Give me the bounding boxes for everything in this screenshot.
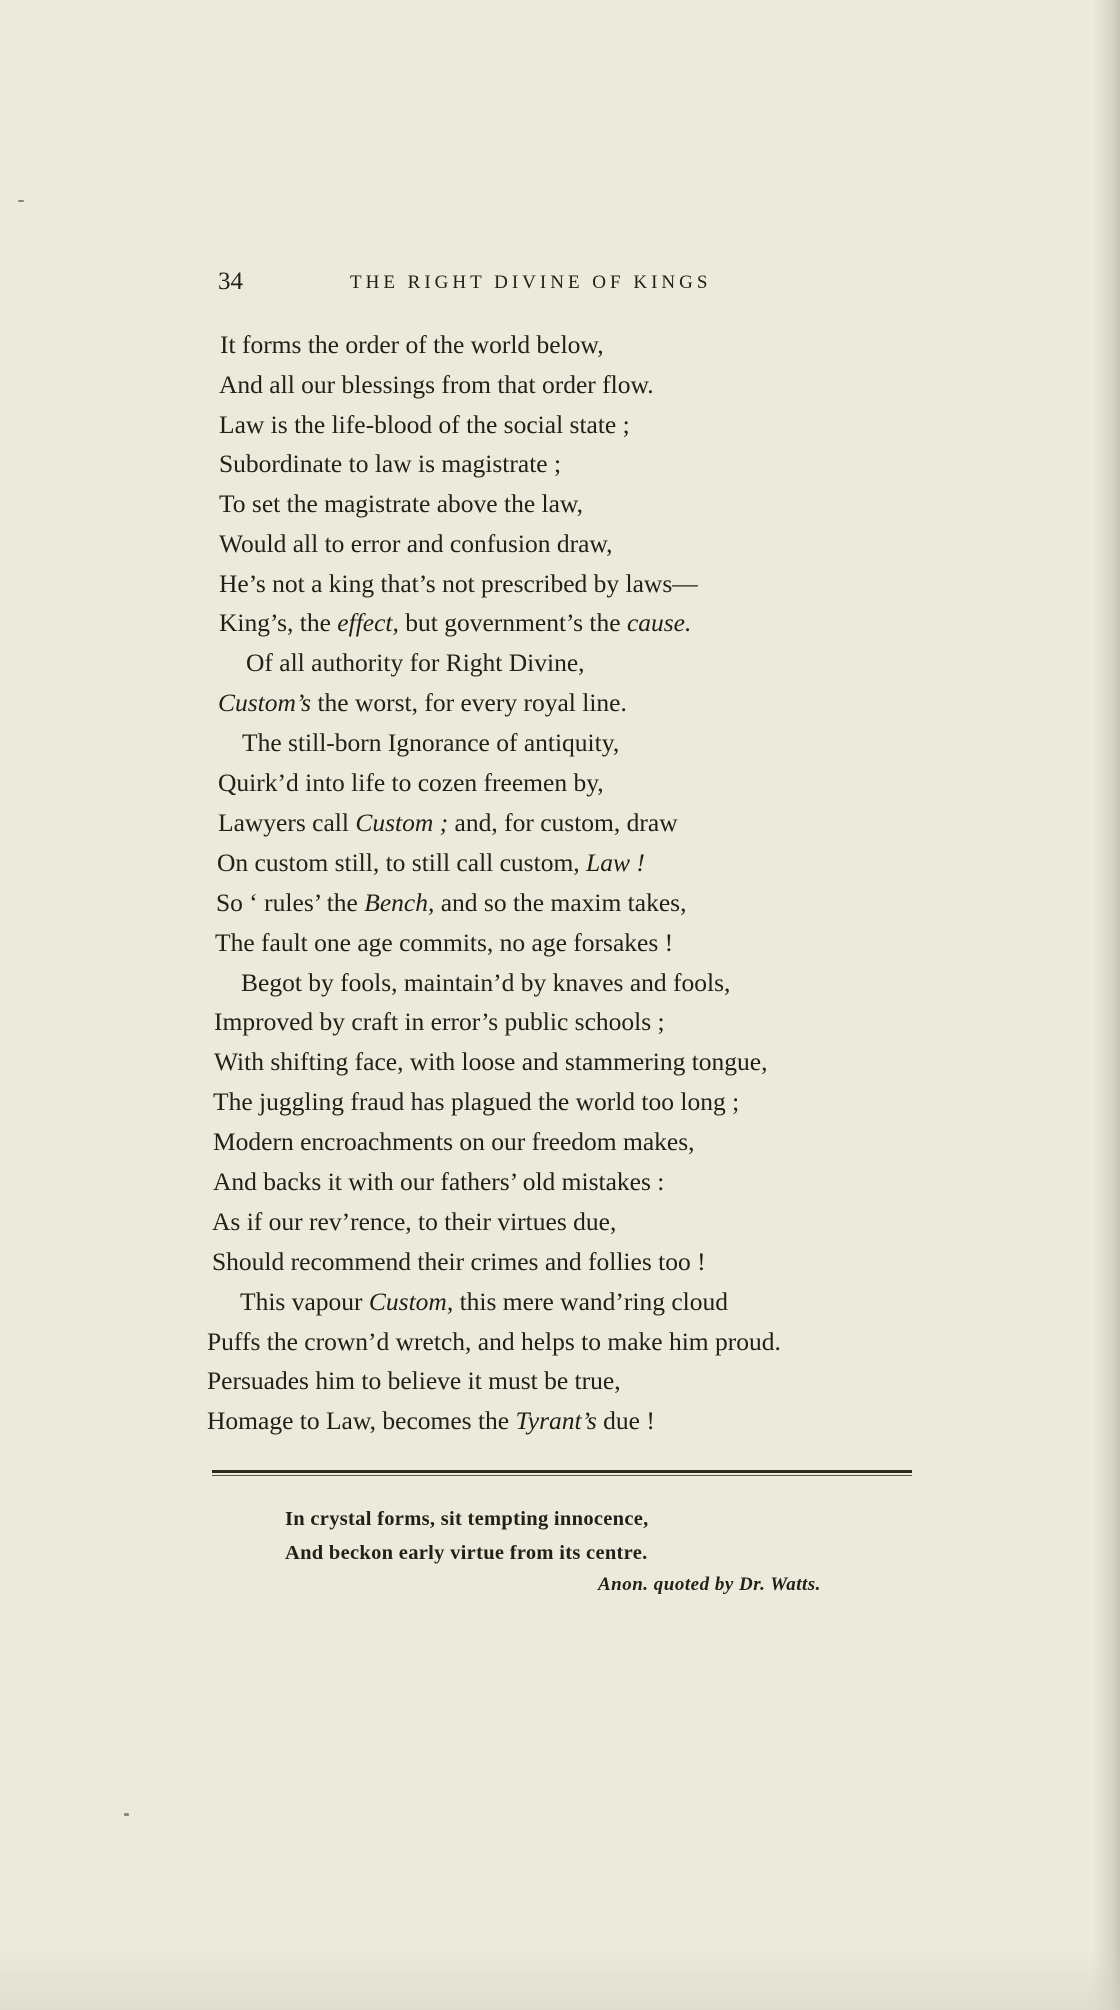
paper-speck	[124, 1813, 129, 1816]
poem-line	[216, 886, 686, 920]
poem-text: the worst, for every royal line.	[311, 688, 627, 717]
poem-line	[218, 686, 627, 720]
poem-text: Begot by fools, maintain’d by knaves and fools,	[241, 968, 731, 997]
poem-italic-text: Bench,	[364, 888, 435, 917]
poem-line	[219, 368, 654, 402]
section-divider-thin	[212, 1475, 912, 1476]
poem-text: And all our blessings from that order flow.	[219, 370, 654, 399]
poem-text: Would all to error and confusion draw,	[219, 529, 613, 558]
poem-line	[213, 1165, 664, 1199]
poem-line	[207, 1325, 781, 1359]
poem-italic-text: effect,	[337, 608, 399, 637]
poem-italic-text: cause.	[626, 608, 692, 637]
poem-text: And backs it with our fathers’ old mistakes :	[213, 1167, 665, 1196]
epigraph-line-1: In crystal forms, sit tempting innocence,	[285, 1508, 649, 1530]
poem-italic-text: Law !	[586, 848, 645, 877]
poem-italic-text: Custom ;	[355, 808, 449, 837]
poem-line	[213, 1085, 739, 1119]
poem-text: due !	[596, 1406, 655, 1435]
poem-line	[218, 766, 604, 800]
poem-text: On custom still, to still call custom,	[217, 848, 587, 877]
paper-speck	[18, 200, 24, 202]
poem-text: and so the maxim takes,	[434, 888, 687, 917]
poem-line	[215, 926, 673, 960]
poem-text: Puffs the crown’d wretch, and helps to make him proud.	[207, 1327, 781, 1356]
poem-text: Law is the life-blood of the social state ;	[219, 410, 630, 439]
poem-text: Quirk’d into life to cozen freemen by,	[218, 768, 604, 797]
poem-text: With shifting face, with loose and stammering tongue,	[214, 1047, 768, 1076]
poem-text: Improved by craft in error’s public schools ;	[214, 1007, 665, 1036]
poem-text: This vapour	[240, 1287, 369, 1316]
poem-line	[212, 1205, 616, 1239]
poem-italic-text: Tyrant’s	[515, 1406, 597, 1435]
poem-text: this mere wand’ring cloud	[453, 1287, 728, 1316]
poem-text: Lawyers call	[218, 808, 356, 837]
page-header	[218, 265, 818, 299]
page-number: 34	[218, 268, 243, 295]
poem-line	[219, 487, 583, 521]
poem-line	[242, 726, 619, 760]
poem-text: As if our rev’rence, to their virtues due,	[212, 1207, 617, 1236]
poem-line	[212, 1245, 706, 1279]
poem-line	[214, 1045, 767, 1079]
poem-italic-text: Custom’s	[218, 688, 312, 717]
poem-line	[219, 447, 561, 481]
page-edge-shadow	[1092, 0, 1120, 2010]
poem-line	[246, 646, 585, 680]
epigraph-line-2: And beckon early virtue from its centre.	[285, 1542, 648, 1564]
running-title: THE RIGHT DIVINE OF KINGS	[350, 272, 712, 293]
poem-line	[220, 328, 604, 362]
poem-text: It forms the order of the world below,	[220, 330, 604, 359]
poem-line	[207, 1404, 655, 1438]
poem-text: Homage to Law, becomes the	[207, 1406, 516, 1435]
poem-text: King’s, the	[219, 608, 338, 637]
poem-line	[217, 846, 645, 880]
poem-text: The juggling fraud has plagued the world too long ;	[213, 1087, 740, 1116]
poem-text: He’s not a king that’s not prescribed by laws—	[219, 569, 698, 598]
poem-text: Subordinate to law is magistrate ;	[219, 449, 562, 478]
poem-line	[218, 806, 678, 840]
poem-text: but government’s the	[398, 608, 627, 637]
poem-text: and, for custom, draw	[448, 808, 678, 837]
poem-line	[219, 527, 613, 561]
poem-line	[219, 408, 630, 442]
poem-text: Should recommend their crimes and follies too !	[212, 1247, 706, 1276]
epigraph-attribution: Anon. quoted by Dr. Watts.	[598, 1574, 821, 1595]
poem-line	[241, 966, 730, 1000]
poem-line	[207, 1364, 621, 1398]
poem-line	[219, 606, 691, 640]
poem-line	[240, 1285, 728, 1319]
poem-italic-text: Custom,	[368, 1287, 454, 1316]
page-bottom-shadow	[0, 1950, 1120, 2010]
poem-text: Modern encroachments on our freedom makes,	[213, 1127, 695, 1156]
poem-text: The still-born Ignorance of antiquity,	[242, 728, 620, 757]
section-divider	[212, 1470, 912, 1473]
poem-line	[213, 1125, 695, 1159]
poem-line	[214, 1005, 665, 1039]
poem-text: The fault one age commits, no age forsakes !	[215, 928, 674, 957]
poem-line	[219, 567, 698, 601]
poem-text: Of all authority for Right Divine,	[246, 648, 585, 677]
poem-text: Persuades him to believe it must be true,	[207, 1366, 621, 1395]
poem-text: To set the magistrate above the law,	[219, 489, 584, 518]
poem-text: So ‘ rules’ the	[216, 888, 365, 917]
